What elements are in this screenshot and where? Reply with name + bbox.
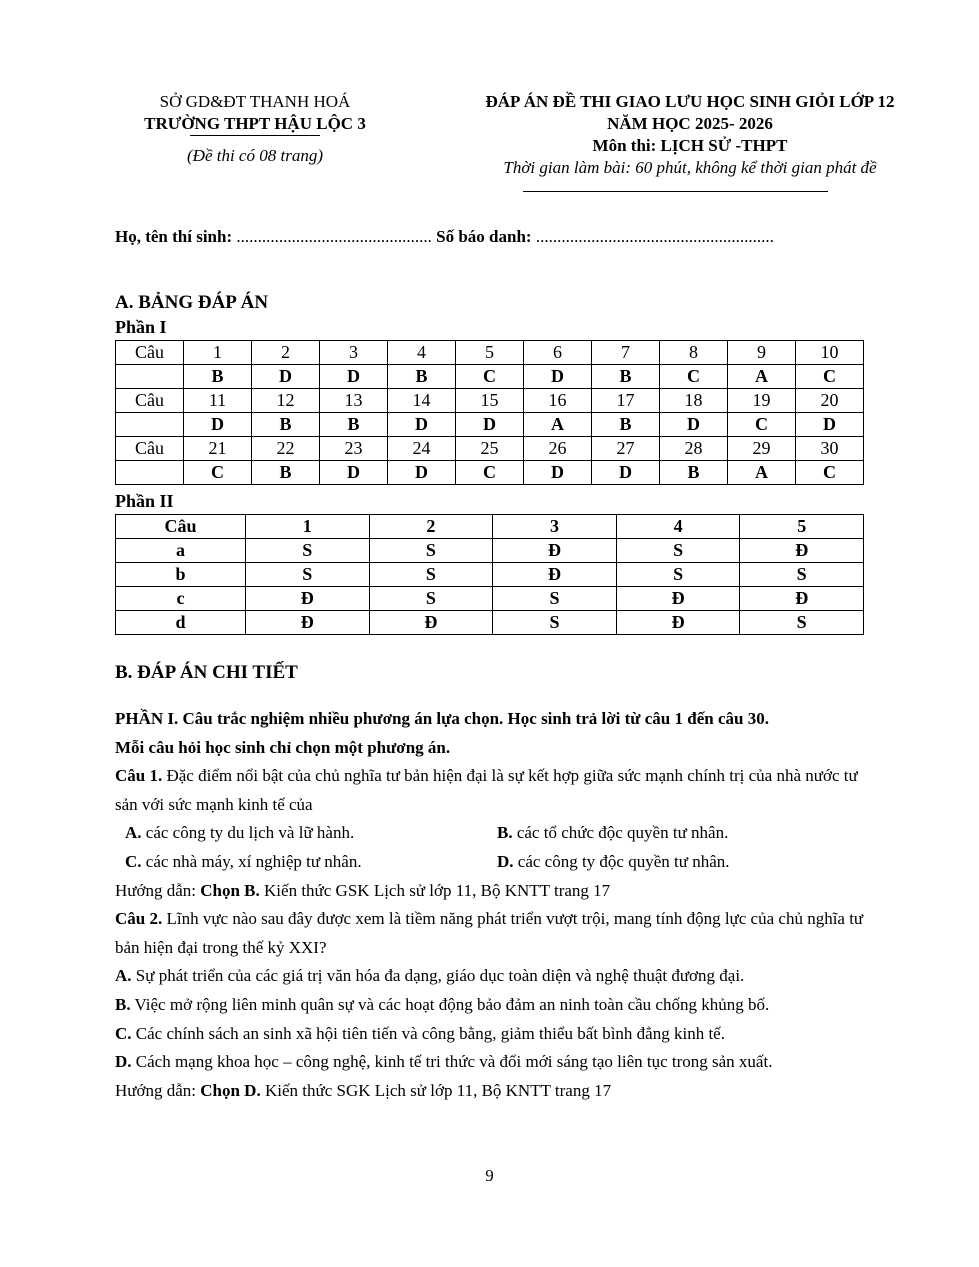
part1-answer-table	[115, 340, 864, 485]
answer-cell: B	[592, 413, 660, 437]
question-1-options-cd	[115, 848, 867, 877]
answer-cell: D	[252, 365, 320, 389]
answer-cell: C	[796, 461, 864, 485]
part2-row	[116, 611, 864, 635]
answer-cell: C	[456, 461, 524, 485]
header-rule	[523, 191, 828, 192]
empty-cell	[116, 365, 184, 389]
part1-intro-line1: PHẦN I. Câu trắc nghiệm nhiều phương án lựa chọn. Học sinh trả lời từ câu 1 đến câu 30.	[115, 709, 769, 728]
name-blank: ..............................................	[232, 227, 437, 246]
question-1-label: Câu 1.	[115, 766, 163, 786]
part2-answer-cell: S	[246, 539, 370, 563]
question-number-cell: 12	[252, 389, 320, 413]
q2-guide: Hướng dẫn: Chọn D. Kiến thức SGK Lịch sử lớp 11, Bộ KNTT trang 17	[115, 1080, 612, 1100]
part2-answer-table	[115, 514, 864, 635]
part2-answer-cell: S	[740, 611, 864, 635]
part2-answer-cell: Đ	[493, 563, 617, 587]
question-number-cell: 8	[660, 341, 728, 365]
answer-cell: D	[796, 413, 864, 437]
question-number-cell: 30	[796, 437, 864, 461]
question-number-cell: 9	[728, 341, 796, 365]
question-number-cell: 2	[252, 341, 320, 365]
part2-answer-cell: Đ	[616, 587, 740, 611]
part2-answer-cell: S	[369, 563, 493, 587]
part2-answer-cell: Đ	[246, 587, 370, 611]
part2-statement-label: c	[116, 587, 246, 611]
answer-cell: D	[388, 413, 456, 437]
question-number-cell: 16	[524, 389, 592, 413]
part2-header-cell: 2	[369, 515, 493, 539]
question-number-cell: 25	[456, 437, 524, 461]
part2-header-row	[116, 515, 864, 539]
answer-cell: D	[592, 461, 660, 485]
part2-answer-cell: S	[616, 539, 740, 563]
part2-label: Phần II	[115, 491, 174, 511]
question-number-cell: 10	[796, 341, 864, 365]
answer-cell: C	[660, 365, 728, 389]
q2-option-b: B. Việc mở rộng liên minh quân sự và các hoạt động bảo đảm an ninh toàn cầu chống khủng bố.	[115, 994, 770, 1014]
part2-header-cell: Câu	[116, 515, 246, 539]
page-number: 9	[485, 1166, 494, 1185]
q1-option-c: C. các nhà máy, xí nghiệp tư nhân.	[125, 851, 362, 871]
header-left	[115, 91, 395, 167]
question-number-cell: 27	[592, 437, 660, 461]
part1-row-label: Câu	[116, 389, 184, 413]
pages-note: (Đề thi có 08 trang)	[187, 146, 323, 165]
answer-cell: C	[728, 413, 796, 437]
part2-row	[116, 539, 864, 563]
question-number-cell: 15	[456, 389, 524, 413]
question-number-cell: 20	[796, 389, 864, 413]
part1-intro-line2: Mỗi câu hỏi học sinh chỉ chọn một phương án.	[115, 737, 451, 757]
part2-row	[116, 563, 864, 587]
part1-row-label: Câu	[116, 437, 184, 461]
part2-statement-label: a	[116, 539, 246, 563]
part2-header-cell: 4	[616, 515, 740, 539]
question-2	[115, 905, 867, 962]
part2-answer-cell: Đ	[616, 611, 740, 635]
section-b-title: B. ĐÁP ÁN CHI TIẾT	[115, 662, 298, 683]
part2-row	[116, 587, 864, 611]
answer-cell: A	[728, 461, 796, 485]
id-label: Số báo danh:	[436, 227, 532, 246]
part1-answer-row	[116, 413, 864, 437]
question-number-cell: 5	[456, 341, 524, 365]
time-note: Thời gian làm bài: 60 phút, không kể thời gian phát đề	[503, 158, 877, 177]
part2-statement-label: b	[116, 563, 246, 587]
q2-option-a: A. Sự phát triển của các giá trị văn hóa đa dạng, giáo dục toàn diện và nghệ thuật đương đại.	[115, 966, 745, 986]
question-1	[115, 762, 867, 819]
part2-header-cell: 1	[246, 515, 370, 539]
part1-number-row	[116, 437, 864, 461]
answer-cell: B	[388, 365, 456, 389]
answer-cell: D	[456, 413, 524, 437]
part1-number-row	[116, 341, 864, 365]
school-name: TRƯỜNG THPT HẬU LỘC 3	[144, 114, 366, 133]
q1-option-d: D. các công ty độc quyền tư nhân.	[497, 851, 730, 871]
answer-cell: D	[524, 461, 592, 485]
question-number-cell: 18	[660, 389, 728, 413]
answer-cell: C	[184, 461, 252, 485]
question-number-cell: 21	[184, 437, 252, 461]
answer-cell: B	[320, 413, 388, 437]
question-number-cell: 11	[184, 389, 252, 413]
question-number-cell: 24	[388, 437, 456, 461]
candidate-line	[115, 226, 774, 248]
question-1-text: Đặc điểm nổi bật của chủ nghĩa tư bản hiện đại là sự kết hợp giữa sức mạnh chính trị của nhà nước tư sản với sức mạnh kinh tế của	[115, 766, 858, 814]
part2-answer-cell: Đ	[493, 539, 617, 563]
question-number-cell: 23	[320, 437, 388, 461]
answer-cell: A	[728, 365, 796, 389]
q1-option-a: A. các công ty du lịch và lữ hành.	[125, 823, 355, 843]
part2-answer-cell: Đ	[740, 587, 864, 611]
part2-answer-cell: S	[369, 587, 493, 611]
question-number-cell: 19	[728, 389, 796, 413]
q2-option-c: C. Các chính sách an sinh xã hội tiên tiến và công bằng, giảm thiểu bất bình đẳng kinh tế.	[115, 1023, 725, 1043]
part1-answer-row	[116, 365, 864, 389]
question-2-label: Câu 2.	[115, 909, 163, 929]
school-underline	[190, 135, 320, 136]
answer-cell: D	[320, 461, 388, 485]
question-number-cell: 13	[320, 389, 388, 413]
part1-row-label: Câu	[116, 341, 184, 365]
part2-header-cell: 3	[493, 515, 617, 539]
question-number-cell: 28	[660, 437, 728, 461]
part1-answer-row	[116, 461, 864, 485]
answer-cell: C	[456, 365, 524, 389]
department-name: SỞ GD&ĐT THANH HOÁ	[159, 92, 351, 111]
part2-header-cell: 5	[740, 515, 864, 539]
detail-answers	[115, 705, 867, 1105]
q2-guide-choice: Chọn D.	[200, 1080, 261, 1100]
part2-answer-cell: S	[740, 563, 864, 587]
answer-cell: B	[660, 461, 728, 485]
empty-cell	[116, 461, 184, 485]
question-number-cell: 26	[524, 437, 592, 461]
part2-answer-cell: S	[616, 563, 740, 587]
name-label: Họ, tên thí sinh:	[115, 227, 233, 246]
part2-answer-cell: Đ	[369, 611, 493, 635]
part2-answer-cell: S	[369, 539, 493, 563]
empty-cell	[116, 413, 184, 437]
answer-cell: D	[524, 365, 592, 389]
part2-answer-cell: Đ	[740, 539, 864, 563]
part2-answer-cell: S	[246, 563, 370, 587]
part2-answer-cell: S	[493, 587, 617, 611]
part2-answer-cell: S	[493, 611, 617, 635]
part2-answer-cell: Đ	[246, 611, 370, 635]
answer-cell: A	[524, 413, 592, 437]
subject: Môn thi: LỊCH SỬ -THPT	[592, 136, 788, 155]
question-2-text: Lĩnh vực nào sau đây được xem là tiềm năng phát triển vượt trội, mang tính động lực của chủ nghĩa tư bản hiện đại trong thế kỷ XXI?	[115, 909, 864, 957]
question-number-cell: 7	[592, 341, 660, 365]
question-number-cell: 1	[184, 341, 252, 365]
answer-cell: B	[592, 365, 660, 389]
question-number-cell: 14	[388, 389, 456, 413]
section-a-title: A. BẢNG ĐÁP ÁN	[115, 292, 269, 313]
answer-cell: D	[660, 413, 728, 437]
q2-option-d: D. Cách mạng khoa học – công nghệ, kinh tế tri thức và đổi mới sáng tạo liên tục trong sản xuất.	[115, 1052, 773, 1072]
answer-cell: B	[252, 461, 320, 485]
question-number-cell: 3	[320, 341, 388, 365]
exam-title: ĐÁP ÁN ĐỀ THI GIAO LƯU HỌC SINH GIỎI LỚP 12	[485, 92, 895, 111]
question-number-cell: 17	[592, 389, 660, 413]
id-blank: ........................................................	[531, 227, 774, 246]
header-right	[440, 91, 940, 179]
answer-cell: B	[252, 413, 320, 437]
question-number-cell: 6	[524, 341, 592, 365]
q1-guide: Hướng dẫn: Chọn B. Kiến thức GSK Lịch sử lớp 11, Bộ KNTT trang 17	[115, 880, 611, 900]
part1-number-row	[116, 389, 864, 413]
answer-cell: D	[184, 413, 252, 437]
question-number-cell: 29	[728, 437, 796, 461]
question-number-cell: 22	[252, 437, 320, 461]
q1-guide-choice: Chọn B.	[200, 880, 260, 900]
answer-cell: D	[320, 365, 388, 389]
answer-cell: B	[184, 365, 252, 389]
part1-label: Phần I	[115, 317, 167, 337]
answer-cell: C	[796, 365, 864, 389]
q1-option-b: B. các tổ chức độc quyền tư nhân.	[497, 823, 729, 843]
school-year: NĂM HỌC 2025- 2026	[607, 114, 773, 133]
part2-statement-label: d	[116, 611, 246, 635]
question-number-cell: 4	[388, 341, 456, 365]
answer-cell: D	[388, 461, 456, 485]
question-1-options-ab	[115, 819, 867, 848]
